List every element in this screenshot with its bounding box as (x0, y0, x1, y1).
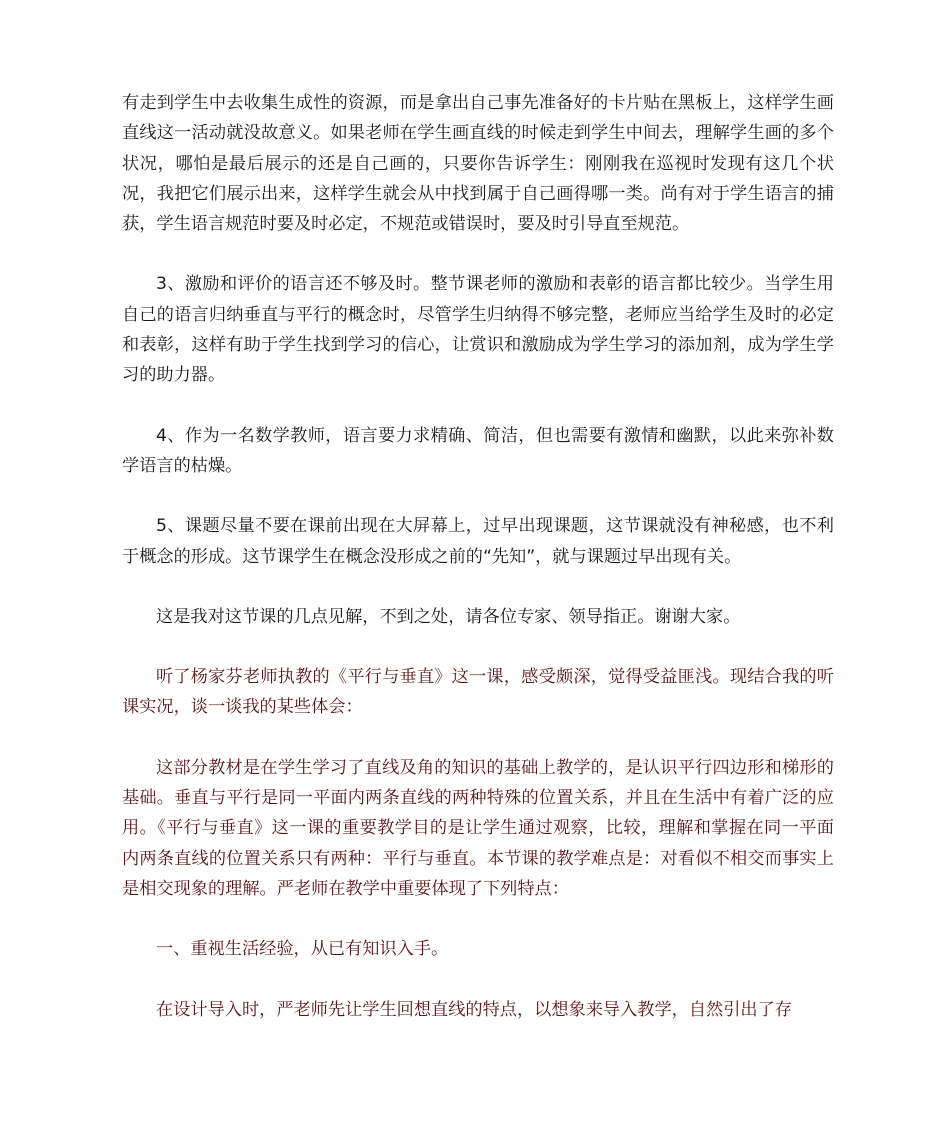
paragraph-material: 这部分教材是在学生学习了直线及角的知识的基础上教学的，是认识平行四边形和梯形的基础。垂直与平行是同一平面内两条直线的两种特殊的位置关系，并且在生活中有着广泛的应用。《平行与垂直》这一课的重要教学目的是让学生通过观察，比较，理解和掌握在同一平面内两条直线的位置关系只有两种：平行与垂直。本节课的教学难点是：对看似不相交而事实上是相交现象的理解。严老师在教学中重要体现了下列特点： (122, 757, 834, 899)
paragraph-point-3: 3、激励和评价的语言还不够及时。整节课老师的激励和表彰的语言都比较少。当学生用自己的语言归纳垂直与平行的概念时，尽管学生归纳得不够完整，老师应当给学生及时的必定和表彰，这样有助于学生找到学习的信心，让赏识和激励成为学生学习的添加剂，成为学生学习的助力器。 (122, 274, 834, 386)
paragraph-point-4: 4、作为一名数学教师，语言要力求精确、简洁，但也需要有激情和幽默，以此来弥补数学语言的枯燥。 (122, 425, 834, 476)
paragraph-intro: 听了杨家芬老师执教的《平行与垂直》这一课，感受颇深，觉得受益匪浅。现结合我的听课实况，谈一谈我的某些体会： (122, 667, 834, 718)
document-body (122, 88, 834, 1055)
paragraph-point-5: 5、课题尽量不要在课前出现在大屏幕上，过早出现课题，这节课就没有神秘感，也不利于概念的形成。这节课学生在概念没形成之前的“先知”，就与课题过早出现有关。 (122, 516, 834, 567)
paragraph-heading-1: 一、重视生活经验，从已有知识入手。 (156, 939, 449, 960)
paragraph-continuation: 有走到学生中去收集生成性的资源，而是拿出自己事先准备好的卡片贴在黑板上，这样学生画直线这一活动就没故意义。如果老师在学生画直线的时候走到学生中间去，理解学生画的多个状况，哪怕是最后展示的还是自己画的，只要你告诉学生：刚刚我在巡视时发现有这几个状况，我把它们展示出来，这样学生就会从中找到属于自己画得哪一类。尚有对于学生语言的捕获，学生语言规范时要及时必定，不规范或错误时，要及时引导直至规范。 (122, 93, 834, 235)
paragraph-lead-in: 在设计导入时，严老师先让学生回想直线的特点，以想象来导入教学，自然引出了存 (156, 999, 792, 1020)
paragraph-closing: 这是我对这节课的几点见解，不到之处，请各位专家、领导指正。谢谢大家。 (156, 606, 741, 627)
